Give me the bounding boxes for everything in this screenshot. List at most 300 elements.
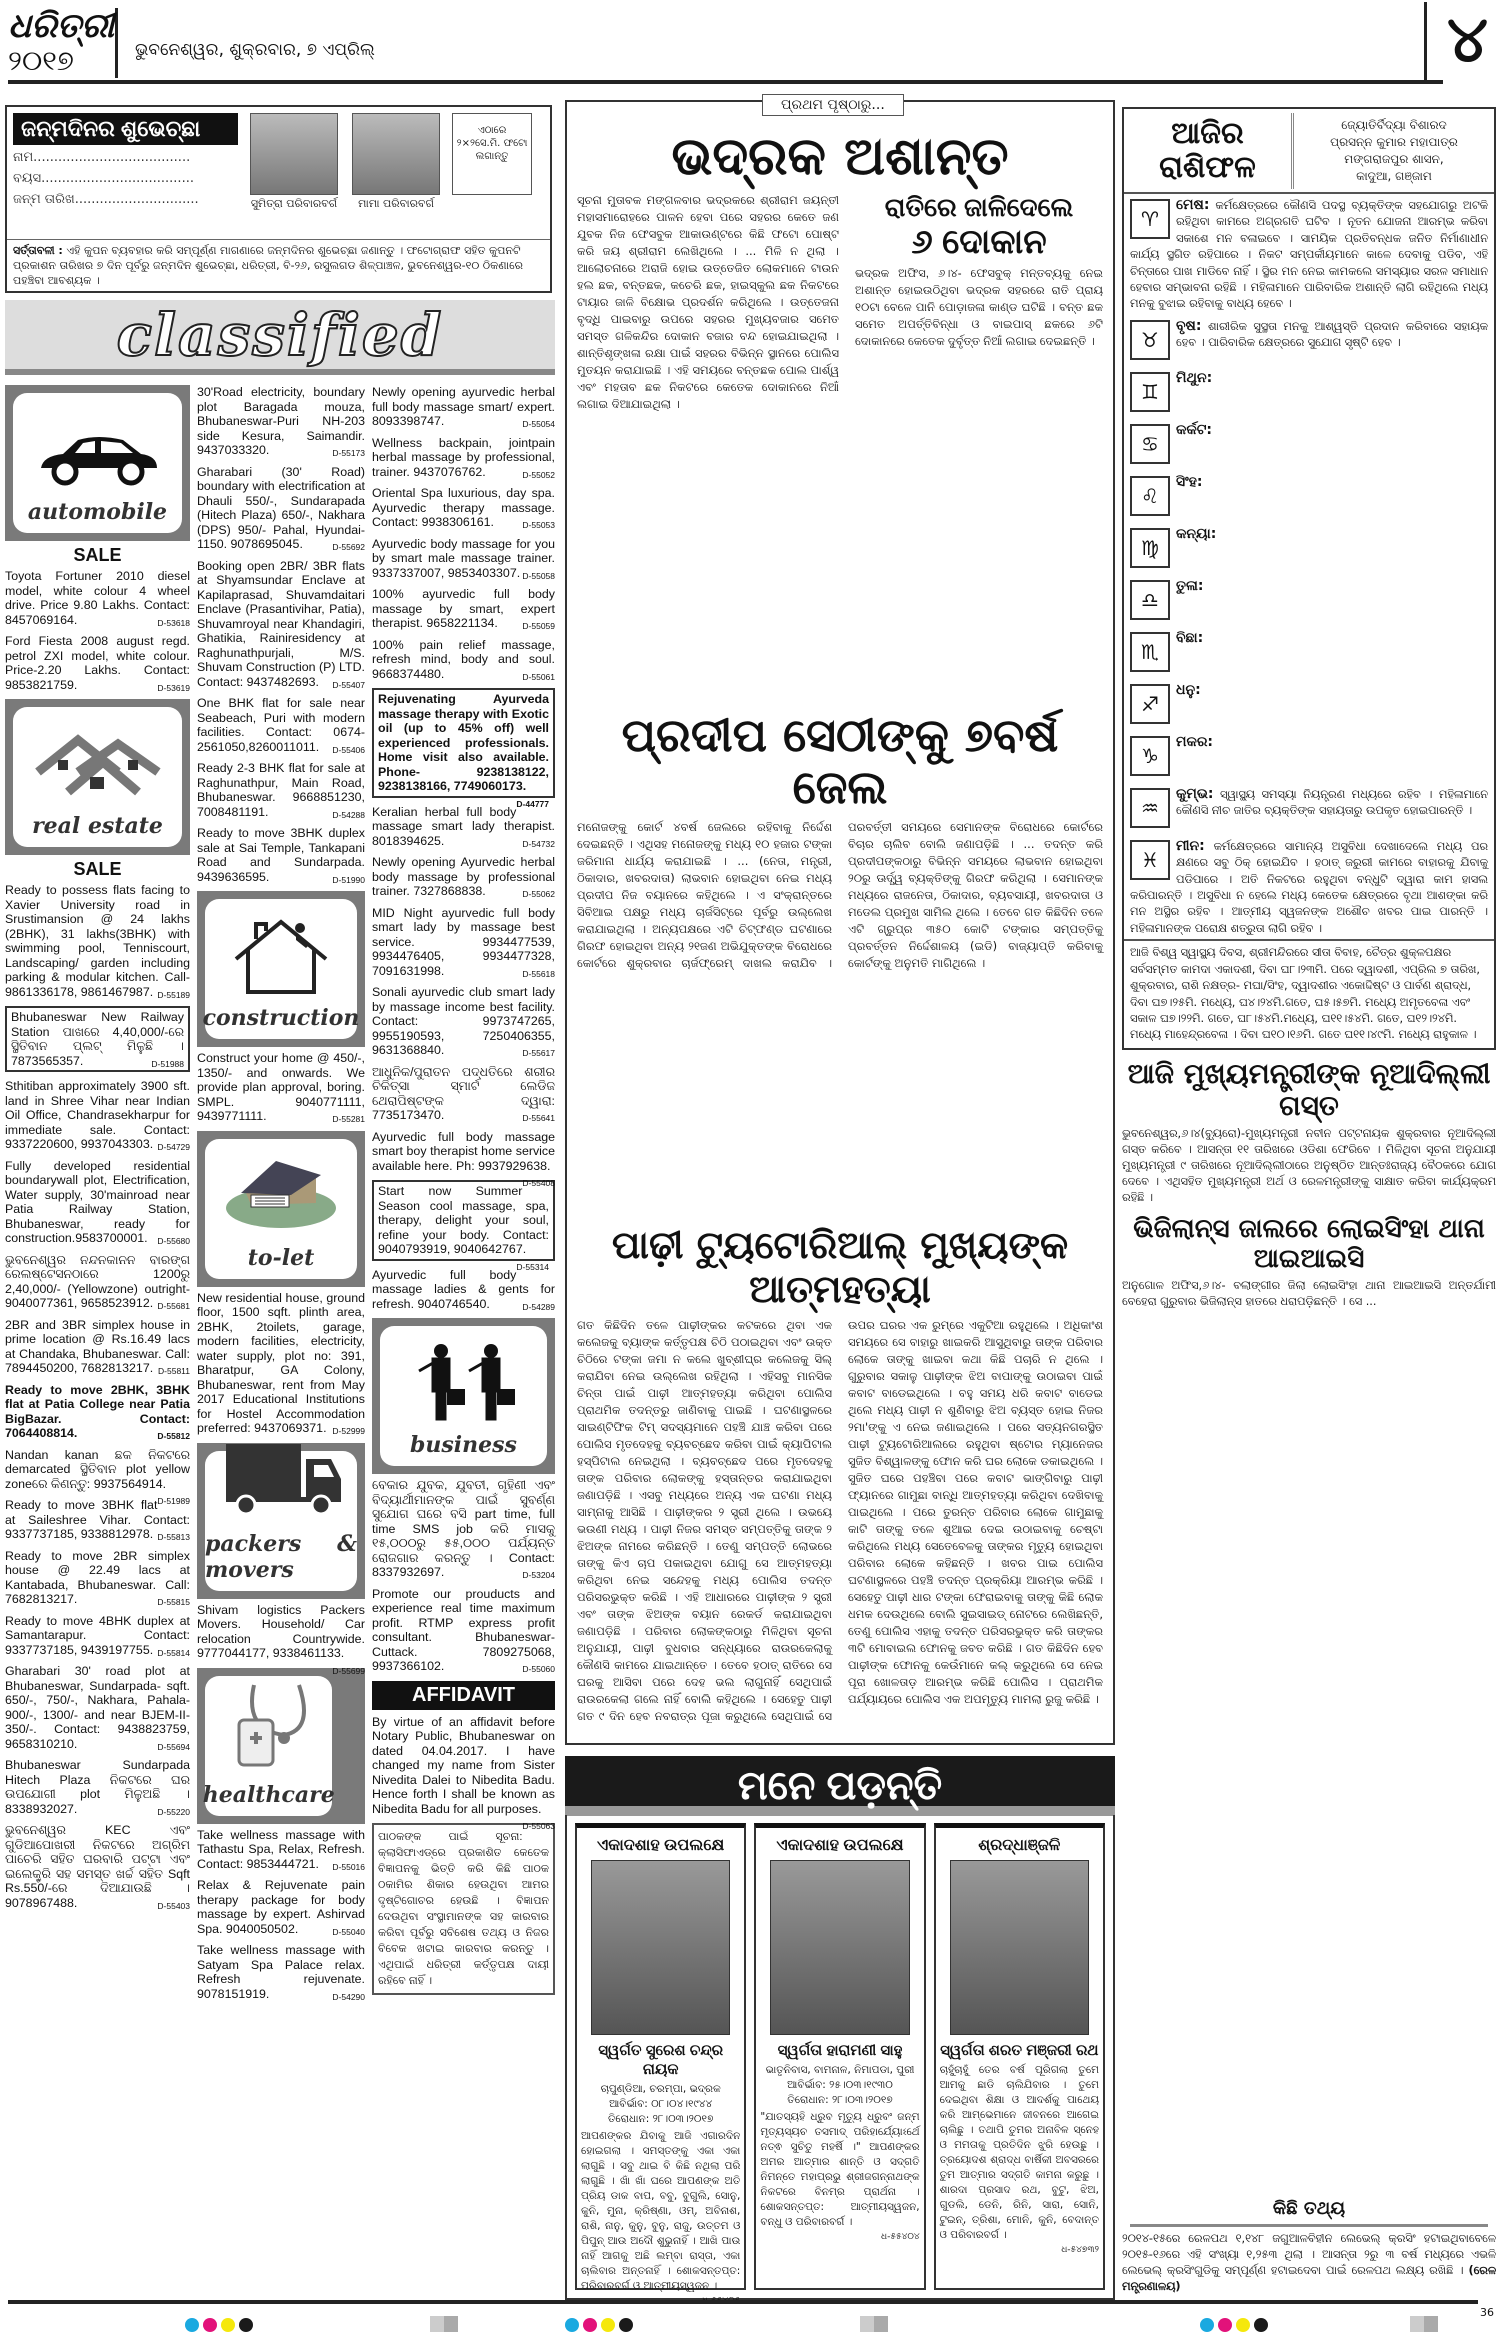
- tile-inner: [13, 393, 182, 533]
- astrologer: [1294, 113, 1494, 189]
- deceased-name: ସ୍ୱର୍ଗତ ସୁରେଶ ଚନ୍ଦ୍ର ନାୟକ: [598, 2042, 724, 2078]
- classified-ad: [372, 385, 555, 429]
- bhadrak-section: [577, 192, 1103, 697]
- business-icon: [399, 1341, 529, 1433]
- sign-text: କର୍ମକ୍ଷେତ୍ରରେ ସାମାନ୍ୟ ଅସୁବିଧା ଦେଖାଦେଲେ ମଧ୍ୟ ପର କ୍ଷଣରେ ସବୁ ଠିକ୍ ହୋଇଯିବ । ହଠାତ୍ ଜରୁରୀ କାମରେ ବାହାରକୁ ଯିବାକୁ ପଡିପାରେ । ଅତି ନିକଟରେ ରହୁଥିବା ବନ୍ଧୁଟି ଦ୍ୱାରା କାମ ହାସଲ କରିପାରନ୍ତି । ଅସୁବିଧା ନ ହେଲେ ମଧ୍ୟ କେତେକ କ୍ଷେତ୍ରରେ ବୃଥା ଆଶଙ୍କା କରି ମନ ଅସ୍ଥିର ରହିବ । ଆତ୍ମୀୟ ସ୍ୱଜନଙ୍କ ଅଶୌଚ ଖବର ପାଇ ପାରନ୍ତି । ମହିଳାମାନଙ୍କ ପରୋକ୍ଷ ଶତ୍ରୁତା ଲାଗି ରହିବ ।: [1130, 839, 1488, 935]
- affidavit-heading: AFFIDAVIT: [372, 1681, 555, 1710]
- tile-inner: [202, 1676, 335, 1816]
- horoscope-sign: [1124, 315, 1494, 367]
- ad-code: D-55694: [157, 1741, 190, 1752]
- category-label: packers & movers: [205, 1530, 357, 1583]
- taurus-icon: ♉: [1130, 320, 1170, 360]
- article-bhadrak: ସୂଚନା ମୁତାବକ ମଙ୍ଗଳବାର ଭଦ୍ରକରେ ଶ୍ରୀରାମ ଜୟନ୍ତୀ ମହାସମାରୋହରେ ପାଳନ ହେବା ପରେ ସହରର କେତେ ଜଣ ଯୁବକ ନିଜ ଫେସବୁକ ଆକାଉଣ୍ଟରେ କିଛି ଫଟୋ ପୋଷ୍ଟ କରି ଜୟ ଶ୍ରୀରାମ ଲେଖିଥିଲେ । ... ମିଳି ନ ଥିଲା । ଆଲୋଚନାରେ ଅରାଜି ହୋଇ ଉତ୍ତେଜିତ ଲୋକମାନେ ଟାଉନ ହଲ ଛକ, ବନ୍ତଛକ, କଚେରି ଛକ, ହାଇସ୍କୁଲ ଛକ ନିକଟରେ ଟାୟାର ଜାଳି ବିକ୍ଷୋଭ ପ୍ରଦର୍ଶନ କରିଥିଲେ । ଉତ୍ତେଜନା ବୃଦ୍ଧି ପାଇବାରୁ ଉପରେ ସହରର ମୁଖ୍ୟବଜାର ସମେତ ସମସ୍ତ ଗଳିକନ୍ଦିର ଦୋକାନ ବଜାର ବନ୍ଦ ହୋଇଯାଇଥିଲା । ଶାନ୍ତିଶୃଙ୍ଖଳା ରକ୍ଷା ପାଇଁ ସହରର ବିଭିନ୍ନ ସ୍ଥାନରେ ପୋଲିସ ମୁତୟନ କରାଯାଇଛି । ଏହି ସମୟରେ ବନ୍ତଛକ ପୋଲ ପାର୍ଶ୍ୱ ଏବଂ ମହତାବ ଛକ ନିକଟରେ କେତେକ ଦୋକାନରେ ନିଆଁ ଲଗାଇ ଦିଆଯାଇଥିଲା ।: [577, 193, 839, 411]
- ad-code: D-55054: [522, 419, 555, 429]
- tile-inner: [380, 1326, 547, 1466]
- ad-code: D-55692: [332, 542, 365, 552]
- ad-code: D-53619: [157, 682, 190, 693]
- classified-ad: [5, 1447, 190, 1506]
- ad-code: D-51989: [157, 1496, 190, 1506]
- sign-name: ତୁଳା:: [1176, 577, 1204, 594]
- facts-source: (ରେଳ ମନ୍ତ୍ରଣାଳୟ): [1122, 2264, 1496, 2293]
- ad-text: Sthitiban approximately 3900 sft. land in Shree Vihar near Indian Oil Office, Chandrasekharpur for immediate sale. Contact: 9337220600, 9937043303.: [5, 1079, 190, 1151]
- photo-block: [248, 113, 340, 233]
- leo-icon: ♌: [1130, 476, 1170, 516]
- ad-text: Promote our prouducts and experience real time maximum profit. RTMP express profit consultant. Bhubaneswar- Cuttack. 7809275068, 9937366102.: [372, 1586, 555, 1673]
- right-column: [1122, 107, 1496, 2295]
- ad-code: D-55059: [522, 621, 555, 631]
- ad-code: D-44777: [516, 798, 549, 809]
- ad-text: ଆଧୁନିକ/ପୁରାତନ ପଦ୍ଧତିରେ ଶରୀର ଚିକିତ୍ସା ସ୍ମାର୍ଟ ଲେଡିଜ ଥେରାପିଷ୍ଟଙ୍କ ଦ୍ୱାରା: 7735173470.: [372, 1064, 555, 1122]
- classified-ad: [197, 385, 365, 458]
- category-label: business: [410, 1432, 517, 1458]
- classified-banner: [5, 300, 555, 375]
- classified-ad: [372, 906, 555, 979]
- continued-label: ପ୍ରଥମ ପୃଷ୍ଠାରୁ...: [762, 94, 904, 116]
- ad-code: D-54732: [522, 838, 555, 849]
- birthday-title: ଜନ୍ମଦିନର ଶୁଭେଚ୍ଛା: [13, 113, 238, 145]
- classified-ad: [197, 696, 365, 754]
- ad-text: ବେକାର ଯୁବକ, ଯୁବତୀ, ଗୃହିଣୀ ଏବଂ ବିଦ୍ୟାର୍ଥୀମାନଙ୍କ ପାଇଁ ସୁବର୍ଣ୍ଣ ସୁଯୋଗ ଘରେ ବସି part time, full time SMS job କରି ମାସକୁ ୧୫,୦୦୦ରୁ ୫୫,୦୦୦ ପର୍ଯ୍ୟନ୍ତ ରୋଜଗାର କରନ୍ତୁ । Contact: 8337932697.: [372, 1478, 555, 1579]
- horoscope-sign: [1124, 367, 1494, 419]
- photo-caption: ସୁମିତ୍ରା ପରିବାରବର୍ଗ: [250, 197, 338, 210]
- classified-ad: [372, 587, 555, 631]
- ad-text: ଭୁବନେଶ୍ୱର ନନ୍ଦନକାନନ ବାରଙ୍ଗ ରେଲଷ୍ଟେସନଠାରେ 1200ରୁ 2,40,000/- (Yellowzone) outright- 9040077361, 9658523912.: [5, 1252, 190, 1310]
- ad-text: Ayurvedic full body massage ladies & gents for refresh. 9040746540.: [372, 1267, 555, 1311]
- astrologer-line: ପ୍ରସନ୍ନ କୁମାର ମହାପାତ୍ର: [1330, 134, 1458, 149]
- ad-code: D-55061: [522, 671, 555, 682]
- ad-code: D-55016: [332, 1861, 365, 1872]
- photo-caption: ମାମା ପରିବାରବର୍ଗ: [358, 197, 434, 210]
- portrait-photo: [770, 1860, 909, 2035]
- obituary-card: [934, 1823, 1105, 2290]
- ad-text: Wellness backpain, jointpain herbal massage by professional, trainer. 9437076762.: [372, 435, 555, 479]
- ad-code: D-55814: [157, 1647, 190, 1658]
- ad-code: D-55699: [332, 1665, 365, 1676]
- name-field: ନାମ......................................: [13, 150, 191, 165]
- ad-code: D-55314: [516, 1261, 549, 1272]
- sign-name: ମେଷ:: [1176, 197, 1210, 213]
- classified-ad: [5, 569, 190, 627]
- facts-rule: [1130, 2224, 1488, 2227]
- obituary-card: [575, 1823, 746, 2290]
- birth-date: ଆବିର୍ଭାବ: ୦୮।୦୪।୧୯୪୪: [609, 2098, 713, 2110]
- classified-ad: [5, 1823, 190, 1910]
- sign-name: କନ୍ୟା:: [1176, 525, 1217, 542]
- logo-year: ୨୦୧୭: [8, 44, 74, 77]
- ad-text: Booking open 2BR/ 3BR flats at Shyamsundar Enclave at Kapilaprasad, Shuvamdaitari Enclave (Prasantivihar, Patia), Shuvamroyal near Khandagiri, Ghatikia, Rainiresidency at Raghunathpurjali, M/S. Shuvam Construction (P) LTD. Contact: 9437482693.: [197, 558, 365, 689]
- classified-ad: [197, 1291, 365, 1436]
- classified-ad: [372, 1587, 555, 1674]
- sign-name: ମିଥୁନ:: [1176, 369, 1213, 386]
- ad-text: Bhubaneswar Sundarpada Hitech Plaza ନିକଟରେ ଘର ଉପଯୋଗୀ plot ମିଳୁଅଛି । 8338932027.: [5, 1758, 190, 1816]
- grey-patch: [874, 2316, 888, 2332]
- classified-ad: [197, 465, 365, 552]
- obituary-place: ଭାତୃନିବାସ, ବାମନାଳ, ନିମାପଡା, ପୁରୀ: [765, 2064, 915, 2076]
- classified-ad: [372, 1180, 555, 1272]
- horoscope-sign: [1124, 523, 1494, 575]
- classified-ad: [5, 1664, 190, 1751]
- ad-text: Ready to move 3BHK duplex sale at Sai Temple, Tankapani Road and Sundarpada. 9439636595.: [197, 826, 365, 884]
- horoscope-sign: [1124, 627, 1494, 679]
- classified-ad: [372, 436, 555, 480]
- section-heading: SALE: [73, 545, 122, 565]
- registration-dot: [583, 2318, 597, 2332]
- grey-patch: [860, 2316, 874, 2332]
- sign-text: କର୍ମକ୍ଷେତ୍ରରେ କୌଣସି ପଦସ୍ଥ ବ୍ୟକ୍ତିଙ୍କ ସହଯୋଗରୁ ଅଟକି ରହିଥିବା କାମରେ ଅଗ୍ରଗତି ଘଟିବ । ନୂତନ ଯୋଜନା ଆରମ୍ଭ କରିବା ସକାଶେ ମନ ବଳାଇବେ । ସାମୟିକ ପ୍ରତିବନ୍ଧକ ଜନିତ ନିର୍ମାଣାଧୀନ କାର୍ଯ୍ୟ ସ୍ଥଗିତ ରହିପାରେ । ନିକଟ ସମ୍ପର୍କୀୟମାନେ କାଳେ ଦେବାକୁ ପଡିବ, ଏହି ଚିନ୍ତାରେ ପାଖ ମାଡିବେ ନାହିଁ । ସ୍ଥିର ମନ ନେଇ କାମକଲେ ସମସ୍ୟାର ସରଳ ସମାଧାନ ହେବାର ସମ୍ଭାବନା ରହିଛି । ମହିଳାମାନେ ପାରିବାରିକ ଅଶାନ୍ତି ଲାଗି ରହିଥିଲେ ମଧ୍ୟ ମନକୁ ବୁଝାଇ ରହିବାକୁ ବାଧ୍ୟ ହେବେ ।: [1130, 199, 1489, 311]
- automobile-icon: [33, 428, 163, 500]
- headline-pradeep: ପ୍ରଦୀପ ସେଠୀଙ୍କୁ ୭ବର୍ଷ ଜେଲ: [621, 708, 1059, 814]
- classified-ad: [5, 1253, 190, 1311]
- sign-name: ବୃଷ:: [1176, 317, 1202, 334]
- tile-inner: [205, 1451, 357, 1591]
- classified-ad: [372, 985, 555, 1058]
- classified-ad: [197, 761, 365, 819]
- classified-ad: [197, 1051, 365, 1124]
- ad-code: D-55407: [332, 679, 365, 690]
- virgo-icon: ♍: [1130, 528, 1170, 568]
- birthday-form: [13, 113, 238, 233]
- to-let-icon: [221, 1143, 341, 1245]
- healthcare-icon: [214, 1680, 324, 1782]
- classified-ad: [197, 826, 365, 884]
- horoscope-sign: [1124, 575, 1494, 627]
- registration-dot: [1218, 2318, 1232, 2332]
- ad-code: D-54288: [332, 809, 365, 820]
- page-number: 36: [1480, 2306, 1494, 2319]
- ad-code: D-55406: [332, 744, 365, 755]
- classified-ad: [197, 1602, 365, 1676]
- ad-text: 100% pain relief massage, refresh mind, body and soul. 9668374480.: [372, 637, 555, 681]
- ad-text: Fully developed residential boundarywall plot, Electrification, Water supply, 30'mainroad near Patia Railway Station, Bhubaneswar, ready for construction.9583700001.: [5, 1158, 190, 1245]
- ad-code: D-55040: [332, 1926, 365, 1937]
- ad-code: D-55220: [157, 1806, 190, 1817]
- classified-ad: [197, 1828, 365, 1872]
- footer-rule: [8, 2300, 1478, 2304]
- ad-text: Gharabari (30' Road) boundary with electrification at Dhauli 550/-, Sundarapada (Hitech Plaza) 650/-, Nakhara (DPS) 950/- Pahal, Hyundai-1150. 9078695045.: [197, 464, 365, 551]
- birth-date: ଆବିର୍ଭାବ: ୨୫।୦୩।୧୯୩୦: [787, 2079, 893, 2091]
- article-vigilance: ଅନୁଗୋଳ ଅଫିସ,୬।୪- ବଲାଙ୍ଗୀର ଜିଲା ଲୋଇସିଂହା ଥାନା ଆଇଆଇସି ଅନ୍ତର୍ଯାମୀ ବେହେରା ଗୁରୁବାର ଭିଜିଲାନ୍ସ ହାତରେ ଧରାପଡ଼ିଛନ୍ତି । ସେ ...: [1122, 1278, 1496, 1308]
- ad-code: D-54290: [332, 1991, 365, 2002]
- ad-text: Ready to move 4BHK duplex at Samantarapur. Contact: 9337737185, 9439197755.: [5, 1613, 190, 1657]
- classified-ad: [372, 1478, 555, 1580]
- sign-name: ଧନୁ:: [1176, 681, 1201, 698]
- packers-movers-icon: [216, 1439, 346, 1531]
- grey-patch: [444, 2316, 458, 2332]
- classified-ad: [197, 1943, 365, 2001]
- reader-notice: ପାଠକଙ୍କ ପାଇଁ ସୂଚନା: କ୍ଲାସିଫାଏଡ୍‌ରେ ପ୍ରକାଶିତ କେତେକ ବିଜ୍ଞାପନକୁ ଭିତ୍ତି କରି କିଛି ପାଠକ ଠକାମିର ଶିକାର ହେଉଥିବା ଆମର ଦୃଷ୍ଟିଗୋଚର ହେଉଛି । ବିଜ୍ଞାପନ ଦେଉଥିବା ସଂସ୍ଥାମାନଙ୍କ ସହ କାରବାର କରିବା ପୂର୍ବରୁ ସବିଶେଷ ତଥ୍ୟ ଓ ନିଜର ବିବେକ ଖଟାଇ କାରବାର କରନ୍ତୁ । ଏଥିପାଇଁ ଧରିତ୍ରୀ କର୍ତ୍ତୃପକ୍ଷ ଦାୟୀ ରହିବେ ନାହିଁ ।: [372, 1823, 555, 1995]
- ad-code: D-55811: [158, 1366, 190, 1376]
- headline-padri: ପାଢ଼ୀ ଟ୍ୟୁଟୋରିଆଲ୍ ମୁଖ୍ୟଙ୍କ ଆତ୍ମହତ୍ୟା: [611, 1223, 1069, 1311]
- photo-block: [350, 113, 442, 233]
- category-tile-construction: [197, 891, 365, 1047]
- ad-code: D-55058: [522, 570, 555, 581]
- category-label: construction: [202, 1005, 360, 1031]
- ad-code: D-54729: [157, 1142, 190, 1152]
- horoscope-sign: [1124, 783, 1494, 835]
- sign-name: ବିଛା:: [1176, 629, 1204, 646]
- category-label: automobile: [27, 499, 168, 525]
- horoscope-title: ଆଜିର ରାଶିଫଳ: [1124, 113, 1294, 189]
- portrait-photo: [591, 1860, 730, 2035]
- classified-ad: [5, 1079, 190, 1152]
- ad-text: By virtue of an affidavit before Notary Public, Bhubaneswar on dated 04.04.2017. I have changed my name from Sister Nivedita Dalei to Nibedita Badu. Hence forth I shall be known as Nibedita Badu for all purposes.: [372, 1714, 555, 1816]
- libra-icon: ♎: [1130, 580, 1170, 620]
- astrologer-line: କାଦୁଆ, ଗଞ୍ଜାମ: [1356, 168, 1432, 183]
- ad-code: D-55060: [522, 1664, 555, 1674]
- obituary-heading: ଶ୍ରଦ୍ଧାଞ୍ଜଳି: [978, 1837, 1061, 1854]
- astrologer-line: ମଙ୍ଗରାଜପୁର ଶାସନ,: [1344, 151, 1444, 166]
- obituary-message: "ଯାତସ୍ୟହି ଧ୍ରୁବ ମୃତ୍ୟୁ ଧ୍ରୁବଂ ଜନ୍ମ ମୃତ୍ୟସ୍ୟଚ ତସମାଦ୍ ପରିହାର୍ଯ୍ୟୋଽର୍ଥେ ନତ୍ଵ ସୁଚିତୁ ମହର୍ଷି ।" ଆପଣଙ୍କର ଅମର ଆତ୍ମାର ଶାନ୍ତି ଓ ସଦ୍‌ଗତି ନିମନ୍ତେ ମହାପ୍ରଭୁ ଶ୍ରୀଜଗନ୍ନାଥଙ୍କ ନିକଟରେ ବିନମ୍ର ପ୍ରାର୍ଥନା । ଶୋକସନ୍ତପ୍ତ: ଆତ୍ମୀୟସ୍ୱଜନ, ବନ୍ଧୁ ଓ ପରିବାରବର୍ଗ ।: [760, 2111, 920, 2228]
- grey-patch: [1424, 2316, 1438, 2332]
- classified-ad: [5, 1758, 190, 1816]
- classified-ad: [372, 1065, 555, 1123]
- ad-code: ଧ-୫୪୭୩୨: [1061, 2245, 1099, 2255]
- ad-code: D-52999: [332, 1426, 365, 1436]
- horoscope-sign: [1124, 419, 1494, 471]
- classified-ad: [372, 805, 555, 849]
- category-label: healthcare: [202, 1781, 335, 1808]
- horoscope-box: [1122, 107, 1496, 1050]
- photo: [250, 113, 338, 195]
- category-tile-to-let: [197, 1131, 365, 1287]
- page-number-top: ୪: [1424, 2, 1488, 80]
- obituary-place: ଚାପୁଣ୍ଡିଆ, ଚରମ୍ପା, ଭଦ୍ରକ: [600, 2083, 721, 2095]
- ad-code: D-55281: [332, 1114, 365, 1124]
- news-box: [565, 97, 1115, 1745]
- ad-text: Ayurvedic full body massage smart boy therapist home service available here. Ph: 9937929638.: [372, 1129, 555, 1173]
- age-field: ବୟସ.....................................: [13, 171, 194, 186]
- birthday-rules: [7, 239, 550, 291]
- classified-ad: [372, 486, 555, 530]
- obituary-heading: ଏକାଦଶାହ ଉପଲକ୍ଷେ: [776, 1837, 904, 1854]
- registration-dot: [601, 2318, 615, 2332]
- portrait-photo: [950, 1860, 1089, 2035]
- article-pradeep: ମନୋଜଙ୍କୁ କୋର୍ଟ ୪ବର୍ଷ ଜେଲରେ ରହିବାକୁ ନିର୍ଦ୍ଦେଶ ଦେଇଛନ୍ତି । ଏଥିସହ ମନୋଜଙ୍କୁ ମଧ୍ୟ ୧୦ ହଜାର ଟଙ୍କା ଜରିମାନା ଧାର୍ଯ୍ୟ କରାଯାଇଛି । ... (ନେତା, ମନ୍ତ୍ରୀ, ଠିକାଦାର, ଖବରଦାତା) ଲାଭବାନ ହୋଇଥିବା ନେଇ ମଧ୍ୟ ପ୍ରଦୀପ ନିଜ ବୟାନରେ କହିଥିଲେ । ଏ ସଂକ୍ରାନ୍ତରେ ସିବିଆଇ ପକ୍ଷରୁ ମଧ୍ୟ ଚାର୍ଜସିଟ୍‌ରେ ପୂର୍ବରୁ ଉଲ୍ଲେଖ କରାଯାଇଥିଲା । ଅନ୍ୟପକ୍ଷରେ ଏଟି ଚିଟ୍‌ଫଣ୍ଡ ଘଟଣାରେ ଗିରଫ ହୋଇଥିବା ଅନ୍ୟ ୨୧ଜଣ ଅଭିଯୁକ୍ତଙ୍କ ବିରୋଧରେ କୋର୍ଟରେ ଶୁକ୍ରବାର ଚାର୍ଜଫ୍ରେମ୍ ଦାଖଲ କରାଯିବ । ପରବର୍ତ୍ତୀ ସମୟରେ ସେମାନଙ୍କ ବିରୋଧରେ କୋର୍ଟରେ ବିଚାର ଚାଲିବ ବୋଲି ଜଣାପଡ଼ିଛି । ... ତଦନ୍ତ କରି ପ୍ରଦୀପଙ୍କଠାରୁ ବିଭିନ୍ନ ସମୟରେ ଲାଭବାନ ହୋଇଥିବା ୨୦ରୁ ଊର୍ଦ୍ଧ୍ୱ ବ୍ୟକ୍ତିଙ୍କୁ ଗିରଫ କରିଥିଲା । ସେମାନଙ୍କ ମଧ୍ୟରେ ରାଜନେତା, ଠିକାଦାର, ବ୍ୟବସାୟୀ, ଖବରଦାତା ଓ ମଡେଲ ପ୍ରମୁଖ ସାମିଲ ଥିଲେ । ତେବେ ଗତ କିଛିଦିନ ତଳେ ଏଟି ଗ୍ରୁପ୍‌ର ୩୫୦ କୋଟି ଟଙ୍କାର ସମ୍ପତ୍ତିକୁ ପ୍ରବର୍ତ୍ତନ ନିର୍ଦ୍ଦେଶାଳୟ (ଇଡି) ବାଜ୍ୟାପ୍ତି କରିବାକୁ କୋର୍ଟଙ୍କୁ ଅନୁମତି ମାଗିଥିଲେ ।: [577, 820, 1103, 970]
- ad-text: Construct your home @ 450/-, 1350/- and onwards. We provide plan approval, boring. SMPL. 9040771111, 9439771111.: [197, 1051, 365, 1123]
- cancer-icon: ♋: [1130, 424, 1170, 464]
- headline-bhadrak: ଭଦ୍ରକ ଅଶାନ୍ତ: [671, 127, 1009, 187]
- ad-code: ଧ-୫୫୪୦୪: [881, 2232, 920, 2242]
- ad-text: Start now Summer Season cool massage, spa, therapy, delight your soul, refine your body. Contact: 9040793919, 9040642767.: [378, 1184, 549, 1256]
- category-tile-healthcare: [197, 1668, 365, 1824]
- ad-code: D-55618: [522, 968, 555, 979]
- ad-text: Toyota Fortuner 2010 diesel model, white colour 4 wheel drive. Price 9.80 Lakhs. Contact: 8457069164.: [5, 569, 190, 627]
- sign-name: ମୀନ:: [1176, 837, 1205, 854]
- ad-text: MID Night ayurvedic full body smart lady by massage best service. 9934477539, 9934476405, 9934477328, 7091631998.: [372, 905, 555, 978]
- headline-cm: ଆଜି ମୁଖ୍ୟମନ୍ତ୍ରୀଙ୍କ ନୂଆଦିଲ୍ଲୀ ଗସ୍ତ: [1127, 1056, 1491, 1122]
- classified-ad: [372, 1129, 555, 1188]
- category-tile-real-estate: [5, 699, 190, 855]
- ad-code: D-51988: [151, 1058, 184, 1069]
- ad-text: Take wellness massage with Tathastu Spa, Relax, Refresh. Contact: 9853444721.: [197, 1827, 365, 1871]
- real-estate-icon: [33, 732, 163, 814]
- ad-text: Take wellness massage with Satyam Spa Palace relax. Refresh rejuvenate. 9078151919.: [197, 1943, 365, 2001]
- death-date: ତିରୋଧାନ: ୨୮।୦୩।୨୦୧୭: [607, 2113, 714, 2125]
- aries-icon: ♈: [1130, 199, 1170, 239]
- category-tile-packers-movers: [197, 1443, 365, 1599]
- ad-code: D-55408: [522, 1178, 555, 1188]
- horoscope-sign: [1124, 731, 1494, 783]
- horoscope-sign: [1124, 679, 1494, 731]
- sign-text: ଶାରୀରିକ ସୁସ୍ଥତା ମନକୁ ଆଶ୍ୱସ୍ତି ପ୍ରଦାନ କରିବାରେ ସହାୟକ ହେବ । ପାରିବାରିକ କ୍ଷେତ୍ରରେ ସୁଯୋଗ ସୃଷ୍ଟି ହେବ ।: [1176, 319, 1489, 350]
- ad-text: ଭୁବନେଶ୍ୱର KEC ଏବଂ ଗୁଡିଆପୋଖରୀ ନିକଟରେ ଅଗ୍ରିମ ପାଚେରି ସହିତ ଘରବାରି ପଟ୍ଟା ଏବଂ ଇଲେକ୍ଟ୍ରି ସହ ସମସ୍ତ ଖର୍ଚ୍ଚ ସହିତ Sqft Rs.550/-ରେ ଦିଆଯାଉଛି । 9078967488.: [5, 1823, 190, 1910]
- sign-name: କର୍କଟ:: [1176, 421, 1212, 438]
- ad-code: D-51990: [332, 874, 365, 885]
- ad-code: D-55680: [157, 1236, 190, 1246]
- ad-text: Ready 2-3 BHK flat for sale at Raghunathpur, Main Road, Bhubaneswar. 9668851230, 7008481191.: [197, 761, 365, 819]
- birthday-coupon-body: [7, 107, 550, 239]
- rules-label: ସର୍ତ୍ତାବଳୀ :: [13, 244, 63, 257]
- photo-slot: ଏଠାରେ ୨×୨ସେ.ମି. ଫଟୋ ଲଗାନ୍ତୁ: [452, 113, 532, 195]
- tile-inner: [202, 899, 360, 1039]
- ad-text: Shivam logistics Packers Movers. Household/ Car relocation Countrywide. 9777044177, 9338461133.: [197, 1602, 365, 1660]
- header-rule: [8, 80, 1443, 84]
- registration-dot: [185, 2318, 199, 2332]
- scorpio-icon: ♏: [1130, 632, 1170, 672]
- subheadline-shops-2: ୬ ଦୋକାନ: [911, 223, 1047, 261]
- pisces-icon: ♓: [1130, 840, 1170, 880]
- ad-text: Gharabari 30' road plot at Bhubaneswar, Sundarpada- sqft. 650/-, 750/-, Nakhara, Pahala- 900/-, 1300/- and near BJEM-II-350/-. Contact: 9438823759, 9658310210.: [5, 1664, 190, 1751]
- ad-code: D-55815: [157, 1597, 190, 1607]
- classified-ad: [372, 537, 555, 581]
- ad-text: Ready to move 3BHK flat at Saileshree Vihar. Contact: 9337737185, 9338812978.: [5, 1498, 190, 1541]
- facts-body: [1122, 2231, 1496, 2295]
- ad-text: Rejuvenating Ayurveda massage therapy with Exotic oil (up to 45% off) well experienced professionals. Home visit also available. Phone- 9238138122, 9238138166, 7749060173.: [378, 692, 549, 793]
- ad-code: D-55173: [332, 448, 365, 458]
- ad-code: D-55062: [522, 889, 555, 899]
- ad-text: Keralian herbal full body massage smart lady therapist. 8018394625.: [372, 804, 555, 848]
- ad-text: Ready to move 2BHK, 3BHK flat at Patia College near Patia BigBazar. Contact: 7064408814.: [5, 1382, 190, 1440]
- classified-ad: [5, 1549, 190, 1607]
- tile-inner: [205, 1139, 357, 1279]
- article-shops: ଭଦ୍ରକ ଅଫିସ, ୬।୪- ଫେସବୁକ୍ ମନ୍ତବ୍ୟକୁ ନେଇ ଅଶାନ୍ତ ହୋଇଉଠିଥିବା ଭଦ୍ରକ ସହରରେ ରାତି ପ୍ରାୟ ୧୦ଟା ବେଳେ ପାନି ପୋଡ଼ାଜଳା କାଣ୍ଡ ଘଟିଛି । ବନ୍ତ ଛକ ସମେତ ଅପର୍ତ୍ତିବିନ୍ଧା ଓ ବାଇପାସ୍ ଛକରେ ୬ଟି ଦୋକାନରେ କେତେକ ଦୁର୍ବୃତ୍ତ ନିଆଁ ଲଗାଇ ଦେଇଛନ୍ତି ।: [855, 268, 1103, 348]
- category-tile-automobile: [5, 385, 190, 541]
- logo-name: ଧରିତ୍ରୀ: [8, 6, 115, 46]
- sign-name: ମକର:: [1176, 733, 1214, 750]
- registration-dot: [1236, 2318, 1250, 2332]
- capricorn-icon: ♑: [1130, 736, 1170, 776]
- ad-text: Nandan kanan ଛକ ନିକଟରେ demarcated ସ୍ଥିତିବାନ plot yellow zoneରେ କିଣନ୍ତୁ: 9937564914.: [5, 1447, 190, 1491]
- registration-dot: [239, 2318, 253, 2332]
- tile-inner: [13, 707, 182, 847]
- article-padri: ଗତ କିଛିଦିନ ତଳେ ପାଢ଼ୀଙ୍କର କଟକରେ ଥିବା ଏକ କଲେଜକୁ ବ୍ୟାଙ୍କ କର୍ତ୍ତୃପକ୍ଷ ଚିଠି ପଠାଇଥିବା ଏବଂ ଉକ୍ତ ଚିଠିରେ ଟଙ୍କା ଜମା ନ କଲେ ଖୁବ୍‌ଶୀଘ୍ର କଲେଜକୁ ସିଲ୍ କରାଯିବା ନେଇ ଉଲ୍ଲେଖ ରହିଥିଲା । ଏହିସବୁ ମାନସିକ ଚିନ୍ତା ପାଇଁ ପାଢ଼ୀ ଆତ୍ମହତ୍ୟା କରିଥିବା ପୋଲିସ ପ୍ରାଥମିକ ତଦନ୍ତରୁ ଜାଣିବାକୁ ପାଇଛି । ଘଟଣାସ୍ଥଳରେ ସାଇଣ୍ଟିଫିକ ଟିମ୍ ସଦସ୍ୟମାନେ ପହଞ୍ଚି ଯାଞ୍ଚ କରିବା ପରେ ପୋଲିସ ମୃତଦେହକୁ ବ୍ୟବଚ୍ଛେଦ କରିବା ପାଇଁ କ୍ୟାପିଟାଲ ହସ୍ପିଟାଲ ନେଇଥିଲା । ବ୍ୟବଚ୍ଛେଦ ପରେ ମୃତଦେହକୁ ତାଙ୍କ ପରିବାର ଲୋକଙ୍କୁ ହସ୍ତାନ୍ତର କରାଯାଇଥିବା ଜଣାପଡ଼ିଛି । ଏସବୁ ମଧ୍ୟରେ ଅନ୍ୟ ଏକ ଘଟଣା ମଧ୍ୟ ସାମ୍ନାକୁ ଆସିଛି । ପାଢ଼ୀଙ୍କର ୨ ସ୍ତ୍ରୀ ଥିଲେ । ଉଭୟେ ଭଉଣୀ ମଧ୍ୟ । ପାଢ଼ୀ ନିଜର ସମସ୍ତ ସମ୍ପତ୍ତିକୁ ତାଙ୍କ ୨ ଝିଅଙ୍କ ନାମରେ କରିଛନ୍ତି । ତେଣୁ ସମ୍ପତ୍ତି ଲୋଭରେ ତାଙ୍କୁ କିଏ ଚାପ ପକାଇଥିବା ଯୋଗୁ ସେ ଆତ୍ମହତ୍ୟା କରିଥିବା ନେଇ ସନ୍ଦେହକୁ ମଧ୍ୟ ପୋଲିସ ତଦନ୍ତ ପରିସରଭୁକ୍ତ କରିଛି । ଏହି ଆଧାରରେ ପାଢ଼ୀଙ୍କ ୨ ସ୍ତ୍ରୀ ଏବଂ ତାଙ୍କ ଝିଅଙ୍କ ବୟାନ ରେକର୍ଡ କରାଯାଇଥିବା ଜଣାପଡ଼ିଛି । ପରିବାର ଲୋକଙ୍କଠାରୁ ମିଳିଥିବା ସୂଚନା ଅନୁଯାୟୀ, ପାଢ଼ୀ ବୁଧବାର ସନ୍ଧ୍ୟାରେ ରାଉରକେଲାକୁ କୌଣସି କାମରେ ଯାଇଥାନ୍ତେ । ତେବେ ହଠାତ୍ ରାତିରେ ସେ ଘରକୁ ଆସିବା ପରେ ଦେହ ଭଲ ଲାଗୁନାହିଁ ସେଥିପାଇଁ ରାଉରକେଲା ଗଲେ ନାହିଁ ବୋଲି କହିଥିଲେ । ସେହେତୁ ପାଢ଼ୀ ଗତ ୯ ଦିନ ହେବ ନବରାତ୍ର ପୂଜା କରୁଥିଲେ ସେଥିପାଇଁ ସେ ଉପର ଘରର ଏକ ରୁମ୍‌ରେ ଏକୁଟିଆ ରହୁଥିଲେ । ଅଧିକାଂଶ ସମୟରେ ସେ ବାହାରୁ ଖାଇକରି ଆସୁଥିବାରୁ ତାଙ୍କ ପରିବାର ଲୋକେ ତାଙ୍କୁ ଖାଇବା କଥା କିଛି ପଚାରି ନ ଥିଲେ । ଗୁରୁବାର ସକାଳୁ ପାଢ଼ୀଙ୍କ ଝିଅ ବାପାଙ୍କୁ ଉଠାଇବା ପାଇଁ କବାଟ ବାଡେଇଥିଲେ । ବହୁ ସମୟ ଧରି କବାଟ ବାଡେଇ ଥିଲେ ମଧ୍ୟ ପାଢ଼ୀ ନ ଶୁଣିବାରୁ ଝିଅ ବ୍ୟସ୍ତ ହୋଇ ନିଜର ୨ମା'ଙ୍କୁ ଏ ନେଇ ଜଣାଇଥିଲେ । ପରେ ସତ୍ୟନଗରସ୍ଥିତ ପାଢ଼ୀ ଟ୍ୟୁଟୋରିଆଲରେ ରହୁଥିବା ଷ୍ଟୋର ମ୍ୟାନେଜର ସୁଜିତ ବିଶ୍ୱାଳଙ୍କୁ ଫୋନ କରି ଘର ଲୋକେ ଡକାଇଥିଲେ । ସୁଜିତ ଘରେ ପହଞ୍ଚିବା ପରେ କବାଟ ଭାଙ୍ଗିବାରୁ ପାଢ଼ୀ ଫ୍ୟାନରେ ଗାମୁଛା ବାନ୍ଧି ଆତ୍ମହତ୍ୟା କରିଥିବା ଦେଖିବାକୁ ପାଇଥିଲେ । ପରେ ତୁରନ୍ତ ପରିବାର ଲୋକେ ଗାମୁଛାକୁ କାଟି ତାଙ୍କୁ ତଳେ ଶୁଆଇ ଦେଇ ଉଠାଇବାକୁ ଚେଷ୍ଟା କରିଥିଲେ ମଧ୍ୟ ସେତେବେଳକୁ ତାଙ୍କର ମୃତ୍ୟୁ ହୋଇଥିବା ପରିବାର ଲୋକେ କହିଛନ୍ତି । ଖବର ପାଇ ପୋଲିସ ଘଟଣାସ୍ଥଳରେ ପହଞ୍ଚି ତଦନ୍ତ ପ୍ରକ୍ରିୟା ଆରମ୍ଭ କରିଛି । ସେହେତୁ ପାଢ଼ୀ ଧାର ଟଙ୍କା ଫେରାଇବାକୁ ତାଙ୍କୁ କିଛି ଲୋକ ଧମକ ଦେଉଥିଲେ ବୋଲି ସୁଇସାଇଡ୍ ନୋଟରେ ଲେଖିଛନ୍ତି, ତେଣୁ ପୋଲିସ ଏହାକୁ ତଦନ୍ତ ପରିସରଭୁକ୍ତ କରି ତାଙ୍କର ୩ଟି ମୋବାଇଲ ଫୋନକୁ ଜବତ କରିଛି । ଗତ କିଛିଦିନ ହେବ ପାଢ଼ୀଙ୍କ ଫୋନକୁ କେଉଁମାନେ କଲ୍ କରୁଥିଲେ ସେ ନେଇ ପୂରା ଖୋଳତାଡ଼ ଆରମ୍ଭ କରିଛି ପୋଲିସ । ପ୍ରାଥମିକ ପର୍ଯ୍ୟାୟରେ ପୋଲିସ ଏକ ଅପମୃତ୍ୟୁ ମାମଲା ରୁଜୁ କରିଛି ।: [577, 1318, 1103, 1723]
- classified-ad: [197, 559, 365, 690]
- ad-text: 30'Road electricity, boundary plot Baragada mouza, Bhubaneswar-Puri NH-203 side Kesura, Saimandir. 9437033320.: [197, 385, 365, 457]
- ad-text: Sonali ayurvedic club smart lady by massage income best facility. Contact: 9973747265, 9955190593, 7250406355, 9631368840.: [372, 985, 555, 1057]
- category-label: to-let: [247, 1244, 315, 1271]
- sign-text: ସ୍ୱାସ୍ଥ୍ୟ ସମସ୍ୟା ନିୟନ୍ତ୍ରଣ ମଧ୍ୟରେ ରହିବ । ମହିଳାମାନେ କୌଣସି ନୀଚ ଜାତିର ବ୍ୟକ୍ତିଙ୍କ ସହାୟତାରୁ ଉପକୃତ ହୋଇପାରନ୍ତି ।: [1176, 787, 1488, 818]
- registration-dot: [619, 2318, 633, 2332]
- ad-text: Newly opening ayurvedic herbal full body massage smart/ expert. 8093398747.: [372, 385, 555, 428]
- classified-ad: [372, 1268, 555, 1312]
- grey-patch: [1410, 2316, 1424, 2332]
- horoscope-sign: [1124, 835, 1494, 939]
- obituary-message: ଚାହୁଁଚାହୁଁ ତେର ବର୍ଷ ପୂରିଗଲା ତୁମେ ଆମକୁ ଛାଡି ଚାଲିଯିବାର । ତୁମେ ଦେଇଥିବା ଶିକ୍ଷା ଓ ଆଦର୍ଶକୁ ପାଥେୟ କରି ଆମ୍ଭେମାନେ ଜୀବନରେ ଆଗେଇ ଚାଲିଛୁ । ତଥାପି ତୁମର ଅନାବିଳ ସ୍ନେହ ଓ ମମତାକୁ ପ୍ରତିଦିନ ଝୁରି ହେଉଛୁ । ତ୍ରୟୋଦଶ ଶ୍ରାଦ୍ଧ ବାର୍ଷିକୀ ଅବସରରେ ତୁମ ଆତ୍ମାର ସଦ୍‌ଗତି କାମନା କରୁଛୁ । ଶାରଦା ପ୍ରସାଦ ରଥ, ବୁଟୁ, ଝିଅ, ଗୁଡଲି, ଡେନି, ରିନି, ସାରା, ସୋନି, ଟୁଇନ୍, ତ୍ରିଶା, ମୋନି, କୁନି, ବେଦାନ୍ତ ଓ ପରିବାରବର୍ଗ ।: [939, 2064, 1099, 2241]
- obituary-card: [754, 1823, 925, 2290]
- ad-text: Ford Fiesta 2008 august regd. petrol ZXI model, white colour. Price-2.20 Lakhs. Contact: 9853821759.: [5, 634, 190, 692]
- ad-code: D-55063: [522, 1821, 555, 1831]
- ad-code: D-55403: [157, 1900, 190, 1911]
- ad-code: D-55813: [157, 1532, 190, 1542]
- birthday-coupon: [5, 105, 552, 293]
- category-tile-business: [372, 1318, 555, 1474]
- photo: [352, 113, 440, 195]
- classified-ad: [5, 1614, 190, 1658]
- shops-story: [855, 192, 1103, 697]
- classified-ad: [5, 1318, 190, 1376]
- classified-ad: [197, 1878, 365, 1936]
- ad-code: D-55641: [522, 1113, 555, 1123]
- sign-name: ସିଂହ:: [1176, 473, 1203, 490]
- headline-vigilance: ଭିଜିଲାନ୍ସ ଜାଲରେ ଲୋଇସିଂହା ଥାନା ଆଇଆଇସି: [1133, 1213, 1485, 1274]
- horoscope-sign: [1124, 471, 1494, 523]
- ad-code: D-55189: [157, 989, 190, 1000]
- death-date: ତିରୋଧାନ: ୨୮।୦୩।୨୦୧୭: [787, 2094, 893, 2106]
- dateline: ଭୁବନେଶ୍ୱର, ଶୁକ୍ରବାର, ୭ ଏପ୍ରିଲ୍: [135, 40, 375, 60]
- dob-field: ଜନ୍ମ ତାରିଖ..............................: [13, 192, 199, 207]
- category-label: real estate: [32, 813, 163, 839]
- classified-ad: [372, 638, 555, 682]
- ad-code: D-55052: [522, 469, 555, 480]
- ad-code: D-55053: [522, 520, 555, 530]
- classified-ad: [5, 634, 190, 692]
- ad-text: Relax & Rejuvenate pain therapy package for body massage by expert. Ashirvad Spa. 9040050502.: [197, 1878, 365, 1936]
- ad-text: One BHK flat for sale near Seabeach, Puri with modern facilities. Contact: 0674-2561050,8260011011.: [197, 696, 365, 754]
- aquarius-icon: ♒: [1130, 788, 1170, 828]
- registration-dot: [1254, 2318, 1268, 2332]
- masthead-logo: [8, 8, 118, 78]
- grey-patch: [430, 2316, 444, 2332]
- sign-list: [1124, 194, 1494, 939]
- ad-text: Oriental Spa luxurious, day spa. Ayurvedic therapy massage. Contact: 9938306161.: [372, 486, 555, 529]
- registration-dot: [1200, 2318, 1214, 2332]
- obituary-message: ଆପଣଙ୍କର ଯିବାକୁ ଆଜି ଏଗାରଦିନ ହୋଇଗଲା । ସମସ୍ତଙ୍କୁ ଏକା ଏକା ଲାଗୁଛି । ସବୁ ଥାଇ ବି କିଛି ନଥିଲା ପରି ଲାଗୁଛି । ଖାଁ ଖାଁ ଘରେ ଆପଣଙ୍କ ଅତି ପ୍ରିୟ ଡାକ ବାପ, ବବୁ, ବୁଗୁଲି, ସୋନୁ, କୁନି, ମୁନା, କ୍ରିଷ୍ଣା, ଓମ୍, ଅବିନାଶ, ରାଶି, ନାନୁ, କୁନୁ, ବୁନୁ, ରାଜୁ, ଉତ୍ତମ ଓ ପିପୁନ୍ ଆଉ ଅଦୌ ଶୁଭୁନାହିଁ । ଆଖି ପାଉ ନାହିଁ ଆଗକୁ ଅଛି ଲମ୍ବା ରାସ୍ତା, ଏକା ଚାଲିବାର ଅନ୍ତନାହିଁ । ଶୋକସନ୍ତପ୍ତ: ପରିବାରବର୍ଗ ଓ ଆତ୍ମୀୟସ୍ୱଜନ ।: [581, 2130, 741, 2292]
- classified-title: classified: [116, 300, 444, 369]
- classified-ad: [5, 883, 190, 999]
- construction-icon: [226, 914, 336, 1006]
- facts-text: ୨୦୧୪-୧୫ରେ ରେଳପଥ ୧,୧୪୮ ଜଗୁଆଳବିହୀନ ଲେଭେଲ୍ କ୍ରସିଂ ହଟାଇଥିବାବେଳେ ୨୦୧୫-୧୬ରେ ଏହି ସଂଖ୍ୟା ୧,୨୫୩ ଥିଲା । ଆସନ୍ତା ୨ରୁ ୩ ବର୍ଷ ମଧ୍ୟରେ ଏଭଳି ଲେଭେଲ୍ କ୍ରସିଂଗୁଡିକୁ ସମ୍ପୂର୍ଣ୍ଣ ହଟାଇଦେବା ପାଇଁ ରେଳପଥ ଲକ୍ଷ୍ୟ ରଖିଛି ।: [1122, 2232, 1496, 2277]
- ad-text: New residential house, ground floor, 1500 sqft. plinth area, 2BHK, 2toilets, garage, modern facilities, electricity, water supply, plot no: 391, Bharatpur, GA Colony, Bhubaneswar, rent from May 2017 Educational Institutions for Hostel Accommodation preferred: 9437069371.: [197, 1290, 365, 1435]
- ad-code: D-55617: [522, 1048, 555, 1058]
- ad-text: 2BR and 3BR simplex house in prime location @ Rs.16.49 lacs at Chandaka, Bhubaneswar. Call: 7894450200, 7682813217.: [5, 1317, 190, 1375]
- remembrance-banner: ମନେ ପଡ଼ନ୍ତି: [565, 1756, 1115, 1816]
- ad-code: D-55681: [157, 1301, 190, 1311]
- registration-dot: [203, 2318, 217, 2332]
- sagittarius-icon: ♐: [1130, 684, 1170, 724]
- classified-ad: [5, 1006, 190, 1072]
- subheadline-shops-1: ରାତିରେ ଜାଳିଦେଲେ: [884, 192, 1074, 222]
- classified-ad: [372, 688, 555, 809]
- astrologer-line: ଜ୍ୟୋତିର୍ବିଦ୍ୟା ବିଶାରଦ: [1341, 117, 1447, 132]
- deceased-name: ସ୍ୱର୍ଗତା ଶରତ ମଞ୍ଜରୀ ରଥ: [940, 2042, 1099, 2059]
- classified-ad: [372, 855, 555, 899]
- ad-text: Ready to possess flats facing to Xavier University road in Srustimansion @ 24 lakhs (2BHK), 31 lakhs(3BHK) with swimming pool, Tenniscourt, Landscaping/ garden including parking & modular kitchen. Call- 9861336178, 9861467987.: [5, 883, 190, 999]
- obituaries: [565, 1815, 1115, 2300]
- gemini-icon: ♊: [1130, 372, 1170, 412]
- article-cm: ଭୁବନେଶ୍ୱର,୬।୪(ବ୍ୟୁରୋ)-ମୁଖ୍ୟମନ୍ତ୍ରୀ ନବୀନ ପଟ୍ଟନାୟକ ଶୁକ୍ରବାର ନୂଆଦିଲ୍ଲୀ ଗସ୍ତ କରିବେ । ଆସନ୍ତା ୧୧ ତାରିଖରେ ଓଡିଶା ଫେରିବେ । ମିଳିଥିବା ସୂଚନା ଅନୁଯାୟୀ ମୁଖ୍ୟମନ୍ତ୍ରୀ ୯ ତାରିଖରେ ନୂଆଦିଲ୍ଲୀଠାରେ ଅନୁଷ୍ଠିତ ଆନ୍ତଃରାଜ୍ୟ ବୈଠକରେ ଯୋଗ ଦେବେ । ଏଥିସହିତ ମୁଖ୍ୟମନ୍ତ୍ରୀ ଅର୍ଥ ଓ ରେଳମନ୍ତ୍ରୀଙ୍କୁ ସାକ୍ଷାତ କରିବା କାର୍ଯ୍ୟକ୍ରମ ରହିଛି ।: [1122, 1126, 1496, 1204]
- registration-dot: [221, 2318, 235, 2332]
- classified-ad: [372, 1714, 555, 1831]
- ad-text: Ready to move 2BR simplex house @ 22.49 lacs at Kantabada, Bhubaneswar. Call: 7682813217.: [5, 1548, 190, 1606]
- ad-text: 100% ayurvedic full body massage by smart, expert therapist. 9658221134.: [372, 587, 555, 630]
- facts-heading: କିଛି ତଥ୍ୟ: [1272, 2198, 1346, 2219]
- ad-code: D-55812: [157, 1431, 190, 1441]
- ad-text: Bhubaneswar New Railway Station ପାଖରେ 4,40,000/-ରେ ସ୍ଥିତିବାନ ପ୍ଲଟ୍ ମିଳୁଛି । 7873565357.: [11, 1010, 184, 1068]
- classified-column-1: [5, 385, 190, 1917]
- registration-dot: [565, 2318, 579, 2332]
- obituary-heading: ଏକାଦଶାହ ଉପଲକ୍ଷେ: [597, 1837, 725, 1854]
- ad-code: D-53618: [157, 617, 190, 628]
